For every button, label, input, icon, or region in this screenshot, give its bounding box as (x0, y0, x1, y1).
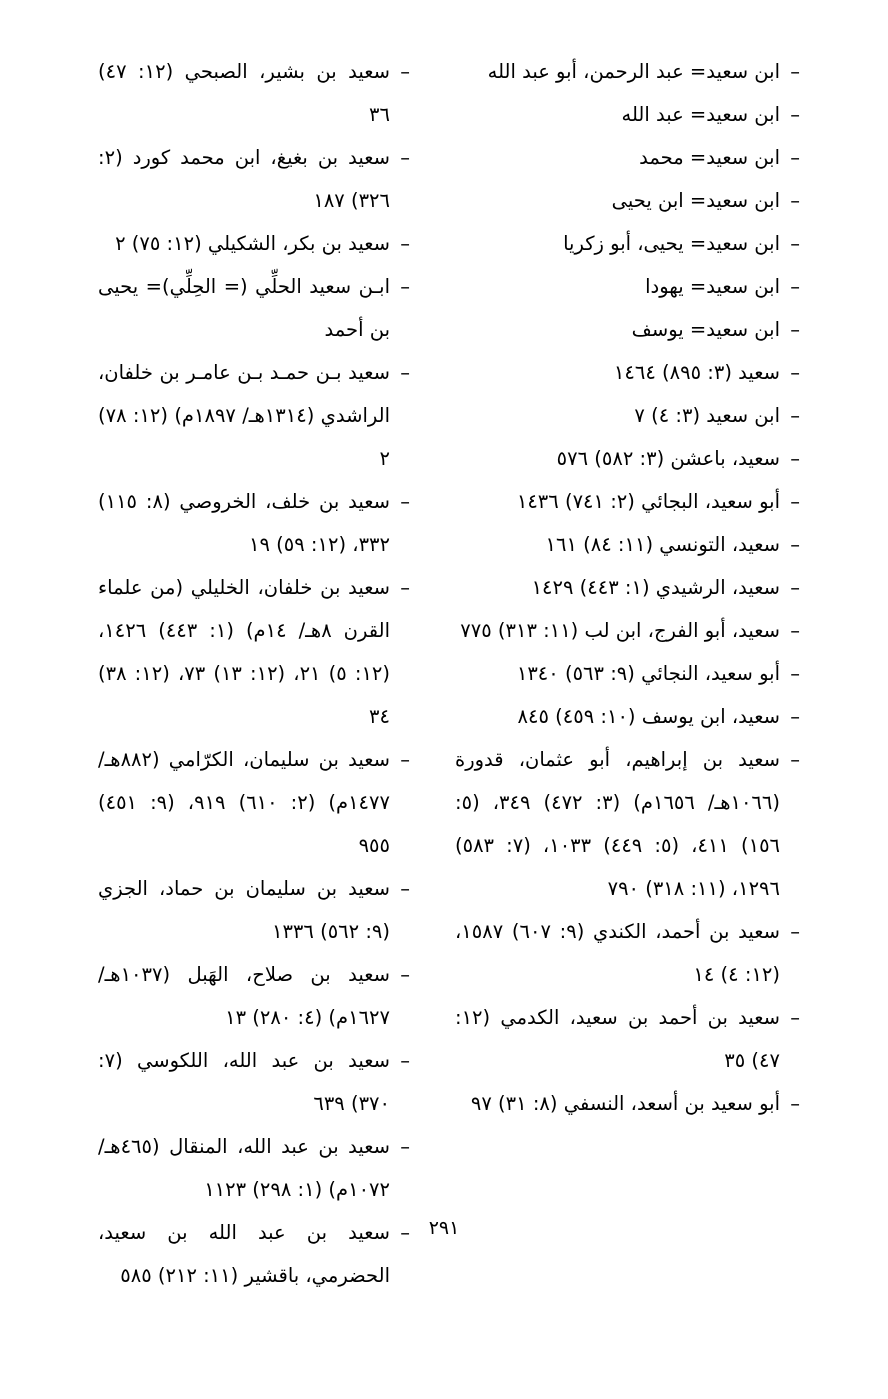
index-entry: – سعيد بن سليمان، الكرّامي (٨٨٢هـ/ ١٤٧٧م) (٢: ٦١٠) ٩١٩، (٩: ٤٥١) ٩٥٥ (98, 738, 410, 867)
index-entry: – ابن سعيد= يهودا (455, 265, 800, 308)
index-entry: – ابن سعيد= عبد الرحمن، أبو عبد الله (455, 50, 800, 93)
index-entry: – ابن سعيد= محمد (455, 136, 800, 179)
index-entry: – ابن سعيد= يحيى، أبو زكريا (455, 222, 800, 265)
index-entry: – سعيد، أبو الفرج، ابن لب (١١: ٣١٣) ٧٧٥ (455, 609, 800, 652)
index-entry: – سعيد بن إبراهيم، أبو عثمان، قدورة (١٠٦٦هـ/ ١٦٥٦م) (٣: ٤٧٢) ٣٤٩، (٥: ١٥٦) ٤١١، (٥: ٤٤٩) ١٠٣٣، (٧: ٥٨٣) ١٢٩٦، (١١: ٣١٨) ٧٩٠ (455, 738, 800, 910)
index-entry: – سعيد بن بشير، الصبحي (١٢: ٤٧) ٣٦ (98, 50, 410, 136)
index-entry: – ابن سعيد= يوسف (455, 308, 800, 351)
index-entry: – سعيد بن أحمد، الكندي (٩: ٦٠٧) ١٥٨٧، (١٢: ٤) ١٤ (455, 910, 800, 996)
index-entry: – سعيد بـن حمـد بـن عامـر بن خلفان، الراشدي (١٣١٤هـ/ ١٨٩٧م) (١٢: ٧٨) ٢ (98, 351, 410, 480)
index-column-left (98, 50, 410, 1297)
index-entry: – سعيد بن أحمد بن سعيد، الكدمي (١٢: ٤٧) ٣٥ (455, 996, 800, 1082)
index-entry: – سعيد (٣: ٨٩٥) ١٤٦٤ (455, 351, 800, 394)
index-entry: – سعيد، التونسي (١١: ٨٤) ١٦١ (455, 523, 800, 566)
page-number: ٢٩١ (428, 1217, 460, 1239)
index-entry: – سعيد بن عبد الله، اللكوسي (٧: ٣٧٠) ٦٣٩ (98, 1039, 410, 1125)
index-entry: – سعيد بن عبد الله بن سعيد، الحضرمي، باقشير (١١: ٢١٢) ٥٨٥ (98, 1211, 410, 1297)
index-entry: – ابن سعيد= عبد الله (455, 93, 800, 136)
index-entry: – سعيد بن بغيغ، ابن محمد كورد (٢: ٣٢٦) ١٨٧ (98, 136, 410, 222)
index-entry: – سعيد بن خلفان، الخليلي (من علماء القرن ٨هـ/ ١٤م) (١: ٤٤٣) ١٤٢٦، (١٢: ٥) ٢١، (١٢: ١٣) ٧٣، (١٢: ٣٨) ٣٤ (98, 566, 410, 738)
index-entry: – سعيد بن صلاح، الهَبل (١٠٣٧هـ/ ١٦٢٧م) (٤: ٢٨٠) ١٣ (98, 953, 410, 1039)
index-entry: – سعيد بن عبد الله، المنقال (٤٦٥هـ/ ١٠٧٢م) (١: ٢٩٨) ١١٢٣ (98, 1125, 410, 1211)
index-entry: – ابن سعيد= ابن يحيى (455, 179, 800, 222)
index-entry: – ابـن سعيد الحلِّي (= الحِلِّي)= يحيى بن أحمد (98, 265, 410, 351)
index-entry: – سعيد بن بكر، الشكيلي (١٢: ٧٥) ٢ (98, 222, 410, 265)
index-entry: – أبو سعيد، البجائي (٢: ٧٤١) ١٤٣٦ (455, 480, 800, 523)
index-entry: – سعيد بن سليمان بن حماد، الجزي (٩: ٥٦٢) ١٣٣٦ (98, 867, 410, 953)
index-entry: – سعيد، باعشن (٣: ٥٨٢) ٥٧٦ (455, 437, 800, 480)
index-entry: – ابن سعيد (٣: ٤) ٧ (455, 394, 800, 437)
index-column-right (455, 50, 800, 1125)
index-entry: – سعيد بن خلف، الخروصي (٨: ١١٥) ٣٣٢، (١٢: ٥٩) ١٩ (98, 480, 410, 566)
index-entry: – أبو سعيد، النجائي (٩: ٥٦٣) ١٣٤٠ (455, 652, 800, 695)
index-entry: – سعيد، الرشيدي (١: ٤٤٣) ١٤٢٩ (455, 566, 800, 609)
index-entry: – سعيد، ابن يوسف (١٠: ٤٥٩) ٨٤٥ (455, 695, 800, 738)
index-entry: – أبو سعيد بن أسعد، النسفي (٨: ٣١) ٩٧ (455, 1082, 800, 1125)
